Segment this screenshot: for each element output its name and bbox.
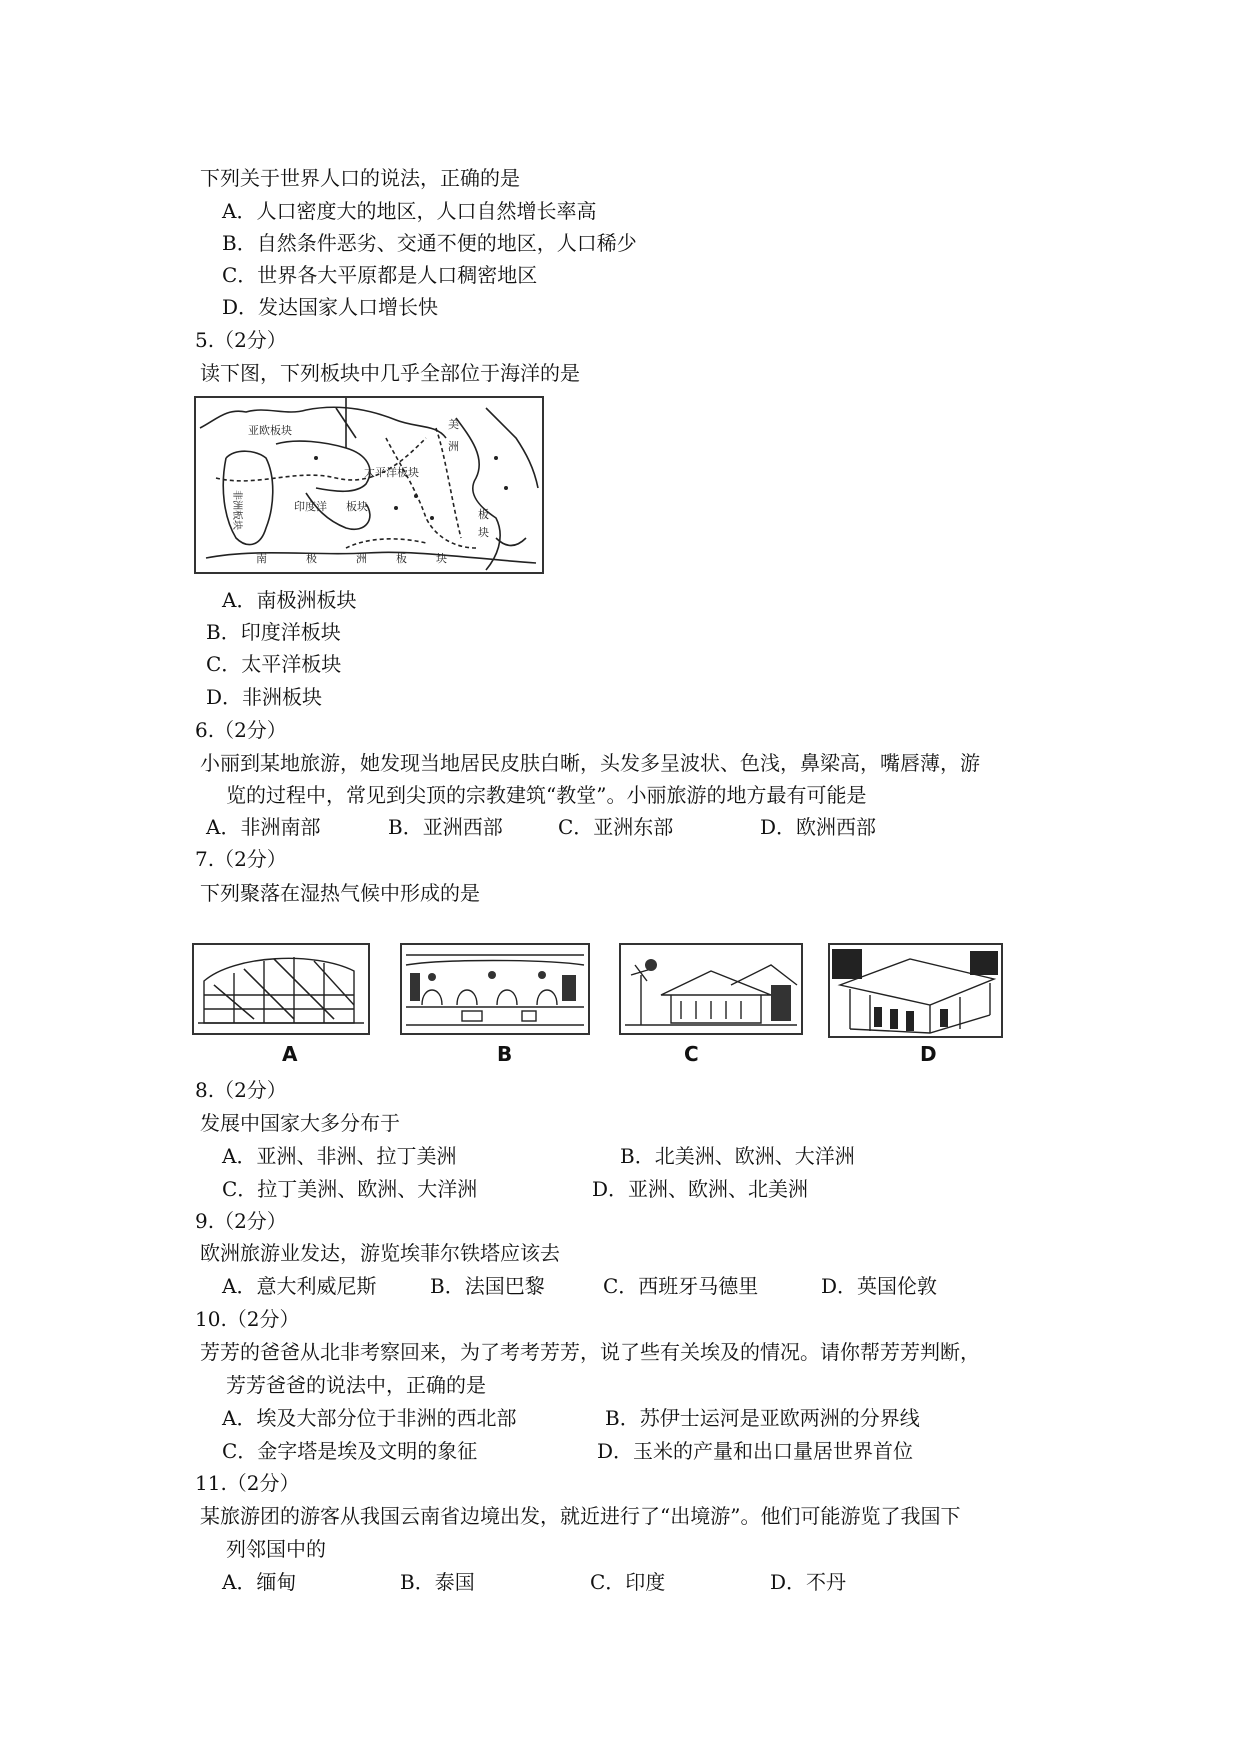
q6-option-d: D．欧洲西部: [760, 815, 877, 839]
q8-number: 8.（2分）: [195, 1078, 287, 1102]
q4-option-c: C．世界各大平原都是人口稠密地区: [222, 263, 538, 287]
q11-option-a: A．缅甸: [222, 1570, 297, 1594]
q8-option-d: D．亚洲、欧洲、北美洲: [592, 1177, 809, 1201]
settlement-label-b: B: [497, 1042, 513, 1066]
settlement-image-b: [400, 943, 590, 1035]
q10-option-c: C．金字塔是埃及文明的象征: [222, 1439, 478, 1463]
settlement-label-d: D: [920, 1042, 937, 1066]
q4-option-b: B．自然条件恶劣、交通不便的地区，人口稀少: [222, 231, 637, 255]
plate-map-illustration: [196, 398, 542, 572]
map-label-african: 非洲板块: [231, 490, 242, 530]
settlement-label-c: C: [684, 1042, 699, 1066]
map-label-pacific: 太平洋板块: [364, 466, 419, 479]
q6-stem-line2: 览的过程中，常见到尖顶的宗教建筑“教堂”。小丽旅游的地方最有可能是: [226, 783, 867, 807]
q9-option-c: C．西班牙马德里: [603, 1274, 759, 1298]
q9-option-d: D．英国伦敦: [821, 1274, 938, 1298]
q5-option-a: A．南极洲板块: [222, 588, 357, 612]
settlement-image-d: [828, 943, 1003, 1038]
map-label-antarctic-4: 板: [396, 552, 407, 565]
q9-stem: 欧洲旅游业发达，游览埃菲尔铁塔应该去: [200, 1241, 560, 1265]
q6-option-a: A．非洲南部: [206, 815, 321, 839]
q7-number: 7.（2分）: [195, 847, 287, 871]
q5-option-d: D．非洲板块: [206, 685, 323, 709]
q8-stem: 发展中国家大多分布于: [200, 1111, 400, 1135]
map-label-eurasian: 亚欧板块: [248, 424, 292, 437]
q6-stem-line1: 小丽到某地旅游，她发现当地居民皮肤白晰，头发多呈波状、色浅，鼻梁高，嘴唇薄，游: [200, 751, 980, 775]
map-label-antarctic-3: 洲: [356, 552, 367, 565]
q10-option-b: B．苏伊士运河是亚欧两洲的分界线: [605, 1406, 920, 1430]
q10-number: 10.（2分）: [195, 1307, 300, 1331]
map-label-antarctic-2: 极: [306, 552, 317, 565]
map-label-antarctic-1: 南: [256, 552, 267, 565]
q9-number: 9.（2分）: [195, 1209, 287, 1233]
map-label-plate: 板块: [346, 500, 368, 513]
settlement-image-c: [619, 943, 803, 1035]
q5-option-b: B．印度洋板块: [206, 620, 341, 644]
map-label-america-2: 洲: [448, 440, 459, 453]
map-label-america-1: 美: [448, 418, 459, 431]
settlement-image-a: [192, 943, 370, 1035]
settlement-label-a: A: [282, 1042, 298, 1066]
q8-option-a: A．亚洲、非洲、拉丁美洲: [222, 1144, 457, 1168]
q10-option-d: D．玉米的产量和出口量居世界首位: [597, 1439, 914, 1463]
q6-option-b: B．亚洲西部: [388, 815, 503, 839]
plate-map-figure: [194, 396, 544, 574]
q11-option-d: D．不丹: [770, 1570, 847, 1594]
q6-number: 6.（2分）: [195, 718, 287, 742]
q4-option-d: D．发达国家人口增长快: [222, 295, 439, 319]
map-label-america-3: 板: [478, 508, 489, 521]
q7-stem: 下列聚落在湿热气候中形成的是: [200, 881, 480, 905]
q6-option-c: C．亚洲东部: [558, 815, 674, 839]
q9-option-b: B．法国巴黎: [430, 1274, 545, 1298]
q4-stem: 下列关于世界人口的说法，正确的是: [200, 166, 520, 190]
q8-option-c: C．拉丁美洲、欧洲、大洋洲: [222, 1177, 478, 1201]
q5-number: 5.（2分）: [195, 328, 287, 352]
q10-stem-line1: 芳芳的爸爸从北非考察回来，为了考考芳芳，说了些有关埃及的情况。请你帮芳芳判断，: [200, 1340, 980, 1364]
q4-option-a: A．人口密度大的地区，人口自然增长率高: [222, 199, 597, 223]
map-label-indian-ocean: 印度洋: [294, 500, 327, 513]
q11-number: 11.（2分）: [195, 1471, 300, 1495]
q11-option-b: B．泰国: [400, 1570, 475, 1594]
q5-option-c: C．太平洋板块: [206, 652, 342, 676]
q11-stem-line2: 列邻国中的: [226, 1537, 326, 1561]
q8-option-b: B．北美洲、欧洲、大洋洲: [620, 1144, 855, 1168]
q9-option-a: A．意大利威尼斯: [222, 1274, 377, 1298]
q11-stem-line1: 某旅游团的游客从我国云南省边境出发，就近进行了“出境游”。他们可能游览了我国下: [200, 1504, 961, 1528]
map-label-antarctic-5: 块: [436, 552, 447, 565]
q10-option-a: A．埃及大部分位于非洲的西北部: [222, 1406, 517, 1430]
q11-option-c: C．印度: [590, 1570, 666, 1594]
q5-stem: 读下图，下列板块中几乎全部位于海洋的是: [200, 361, 580, 385]
map-label-america-4: 块: [478, 526, 489, 539]
q10-stem-line2: 芳芳爸爸的说法中，正确的是: [226, 1373, 486, 1397]
